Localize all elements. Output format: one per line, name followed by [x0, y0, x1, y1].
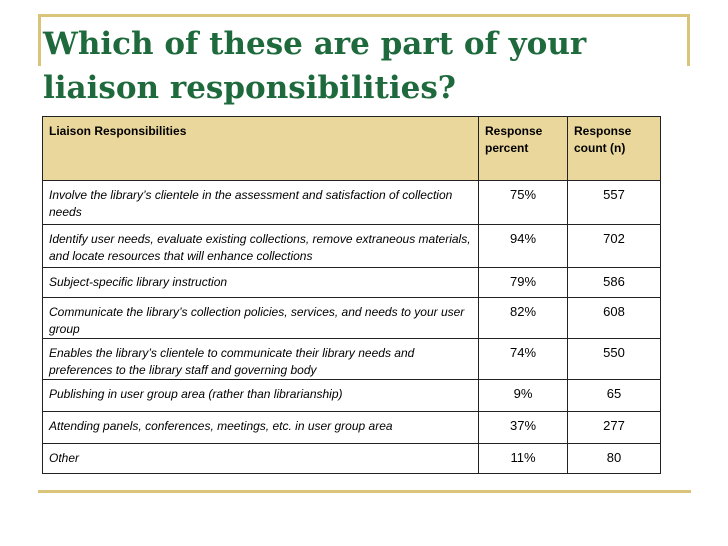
- count-cell: 557: [568, 181, 661, 225]
- header-response-count: Response count (n): [568, 117, 661, 181]
- responsibility-cell: Attending panels, conferences, meetings, etc. in user group area: [43, 412, 479, 444]
- table-row: [43, 339, 661, 380]
- percent-cell: 74%: [479, 339, 568, 380]
- percent-cell: 37%: [479, 412, 568, 444]
- header-responsibilities: Liaison Responsibilities: [43, 117, 479, 181]
- percent-cell: 75%: [479, 181, 568, 225]
- count-cell: 65: [568, 380, 661, 412]
- slide-title: Which of these are part of your liaison responsibilities?: [43, 26, 587, 106]
- percent-cell: 11%: [479, 444, 568, 474]
- table-row: [43, 225, 661, 268]
- percent-cell: 82%: [479, 298, 568, 339]
- count-cell: 550: [568, 339, 661, 380]
- responsibility-cell: Other: [43, 444, 479, 474]
- responsibility-cell: Enables the library’s clientele to communicate their library needs and preferences to the library staff and governing body: [43, 339, 479, 380]
- count-cell: 586: [568, 268, 661, 298]
- count-cell: 80: [568, 444, 661, 474]
- responsibilities-table: [42, 116, 661, 474]
- table-header-row: [43, 117, 661, 181]
- count-cell: 277: [568, 412, 661, 444]
- bottom-decorative-rule: [38, 490, 691, 493]
- percent-cell: 9%: [479, 380, 568, 412]
- count-cell: 608: [568, 298, 661, 339]
- table-row: [43, 444, 661, 474]
- responsibility-cell: Subject-specific library instruction: [43, 268, 479, 298]
- table-row: [43, 380, 661, 412]
- responsibility-cell: Communicate the library’s collection policies, services, and needs to your user group: [43, 298, 479, 339]
- table-row: [43, 181, 661, 225]
- responsibility-cell: Identify user needs, evaluate existing collections, remove extraneous materials, and locate resources that will enhance collections: [43, 225, 479, 268]
- percent-cell: 94%: [479, 225, 568, 268]
- left-decorative-rule: [38, 14, 41, 66]
- count-cell: 702: [568, 225, 661, 268]
- header-response-percent: Response percent: [479, 117, 568, 181]
- top-decorative-rule: [38, 14, 690, 17]
- table-row: [43, 298, 661, 339]
- responsibility-cell: Involve the library’s clientele in the assessment and satisfaction of collection needs: [43, 181, 479, 225]
- responsibility-cell: Publishing in user group area (rather than librarianship): [43, 380, 479, 412]
- table-row: [43, 412, 661, 444]
- table-row: [43, 268, 661, 298]
- percent-cell: 79%: [479, 268, 568, 298]
